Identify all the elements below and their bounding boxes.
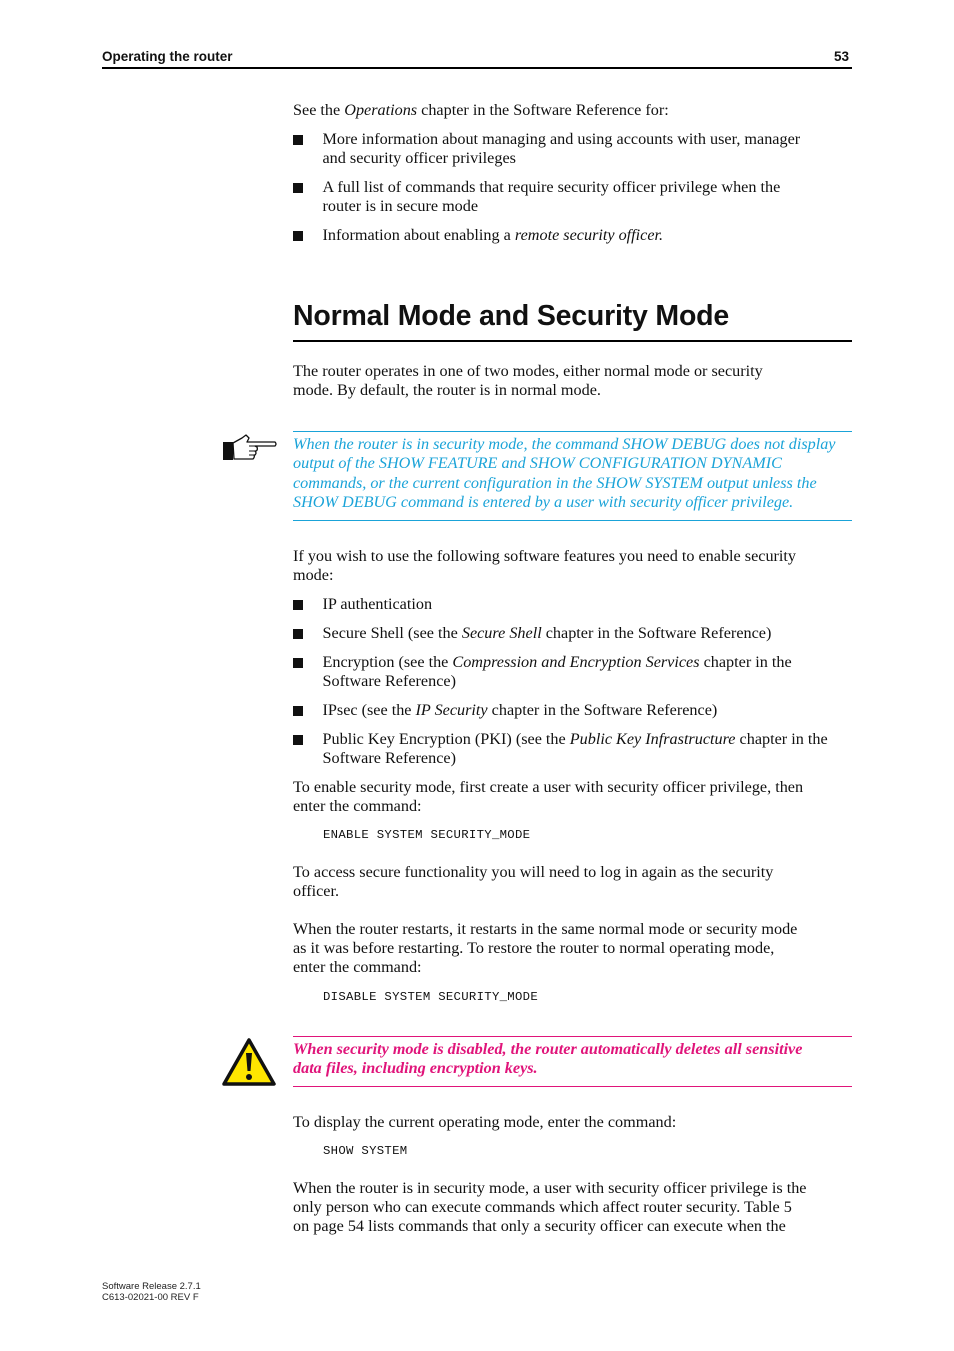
bullet-square-icon xyxy=(293,600,303,610)
footer-doc-id: C613-02021-00 REV F xyxy=(102,1292,199,1303)
warning-text: When security mode is disabled, the router automatically deletes all sensitive data files, including encryption keys. xyxy=(293,1040,803,1078)
list-item: Public Key Encryption (PKI) (see the Public Key Infrastructure chapter in the Software Reference) xyxy=(293,730,856,768)
bullet-square-icon xyxy=(293,135,303,145)
footer-release: Software Release 2.7.1 xyxy=(102,1281,201,1292)
list-item: More information about managing and using accounts with user, manager and security officer privileges xyxy=(293,130,856,168)
warning-bottom-rule xyxy=(293,1086,852,1087)
note-text: When the router is in security mode, the command SHOW DEBUG does not display output of the SHOW FEATURE and SHOW CONFIGURATION DYNAMIC commands, or the current configuration in the SHOW SYSTEM output unless the SHOW DEBUG command is entered by a user with security officer privilege. xyxy=(293,435,836,512)
note-top-rule xyxy=(293,431,852,432)
display-paragraph: To display the current operating mode, enter the command: xyxy=(293,1113,677,1131)
access-paragraph: To access secure functionality you will need to log in again as the security officer. xyxy=(293,863,774,901)
intro-paragraph: See the Operations chapter in the Software Reference for: xyxy=(293,101,669,119)
bullet-square-icon xyxy=(293,735,303,745)
enable-paragraph: To enable security mode, first create a user with security officer privilege, then enter the command: xyxy=(293,778,804,816)
bullet-square-icon xyxy=(293,706,303,716)
warning-triangle-icon xyxy=(222,1037,276,1087)
heading-rule xyxy=(293,340,852,342)
bullet-square-icon xyxy=(293,231,303,241)
list-item: IPsec (see the IP Security chapter in the Software Reference) xyxy=(293,701,856,720)
show-command: SHOW SYSTEM xyxy=(323,1144,408,1158)
modes-paragraph: The router operates in one of two modes, either normal mode or security mode. By default, the router is in normal mode. xyxy=(293,362,763,400)
running-header-title: Operating the router xyxy=(102,49,233,64)
header-rule xyxy=(102,67,852,69)
disable-command: DISABLE SYSTEM SECURITY_MODE xyxy=(323,990,539,1004)
restart-paragraph: When the router restarts, it restarts in the same normal mode or security mode as it was before restarting. To restore the router to normal operating mode, enter the command: xyxy=(293,920,798,977)
pointing-hand-icon xyxy=(222,432,278,462)
warning-top-rule xyxy=(293,1036,852,1037)
list-item: IP authentication xyxy=(293,595,856,614)
bullet-square-icon xyxy=(293,658,303,668)
list-item: Information about enabling a remote security officer. xyxy=(293,226,856,245)
bullet-square-icon xyxy=(293,629,303,639)
list-item: A full list of commands that require security officer privilege when the router is in secure mode xyxy=(293,178,856,216)
list-item: Encryption (see the Compression and Encryption Services chapter in the Software Reference) xyxy=(293,653,856,691)
features-lead-paragraph: If you wish to use the following software features you need to enable security mode: xyxy=(293,547,797,585)
enable-command: ENABLE SYSTEM SECURITY_MODE xyxy=(323,828,531,842)
section-heading: Normal Mode and Security Mode xyxy=(293,300,730,332)
footer xyxy=(102,1281,201,1303)
bullet-square-icon xyxy=(293,183,303,193)
note-bottom-rule xyxy=(293,520,852,521)
final-paragraph: When the router is in security mode, a user with security officer privilege is the only person who can execute commands which affect router security. Table 5 on page 54 lists commands that only a security officer can execute when the xyxy=(293,1179,807,1236)
page-number: 53 xyxy=(834,49,850,64)
list-item: Secure Shell (see the Secure Shell chapter in the Software Reference) xyxy=(293,624,856,643)
